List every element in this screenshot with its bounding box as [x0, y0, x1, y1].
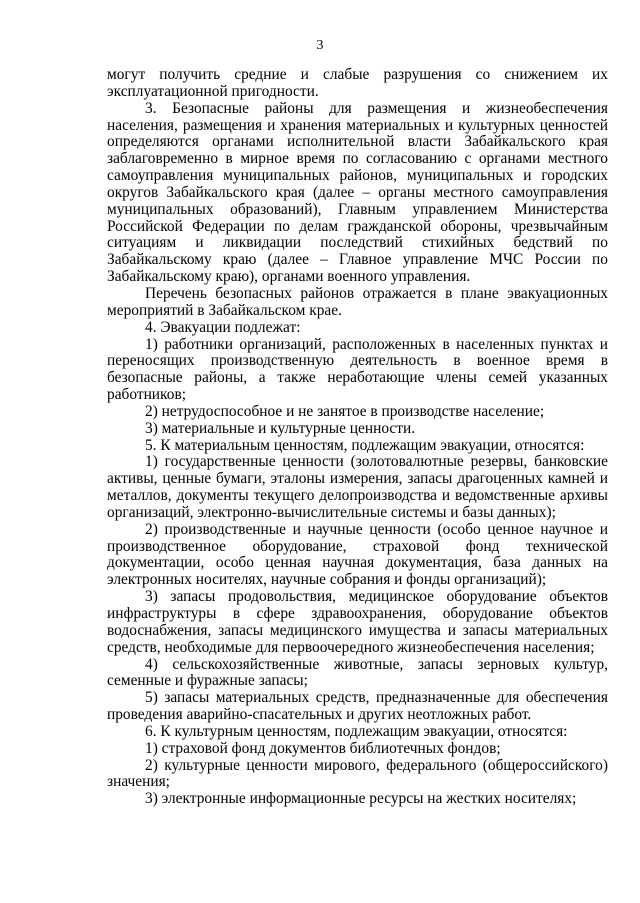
list-item-5-2: 2) производственные и научные ценности (особо ценное научное и производственное оборудование, страховой фонд технической документации, особо ценная научная документация, база данных на электронных носителях, научные собрания и фонды организаций); [107, 520, 608, 589]
list-item-6-1: 1) страховой фонд документов библиотечных фондов; [145, 739, 501, 757]
document-body [107, 67, 608, 808]
list-item-5-1: 1) государственные ценности (золотовалютные резервы, банковские активы, ценные бумаги, эталоны измерения, запасы драгоценных камней и металлов, документы текущего делопроизводства и ведомственные архивы организаций, электронно-вычислительные системы и базы данных); [107, 453, 608, 521]
list-item-6-3: 3) электронные информационные ресурсы на жестких носителях; [145, 790, 577, 808]
list-item-5-4: 4) сельскохозяйственные животные, запасы зерновых культур, семенные и фуражные запасы; [107, 655, 608, 690]
list-item-4-1: 1) работники организаций, расположенных в населенных пунктах и переносящих производственную деятельность в военное время в безопасные районы, а также неработающие члены семей указанных работников; [107, 335, 608, 404]
paragraph-item-6-heading: 6. К культурным ценностям, подлежащим эвакуации, относятся: [145, 722, 568, 740]
list-item-4-3: 3) материальные и культурные ценности. [145, 419, 416, 437]
paragraph-item-5-heading: 5. К материальным ценностям, подлежащим эвакуации, относятся: [145, 436, 585, 454]
paragraph-item-4-heading: 4. Эвакуации подлежат: [145, 318, 301, 336]
page-number: 3 [316, 38, 324, 53]
list-item-4-2: 2) нетрудоспособное и не занятое в производстве население; [145, 402, 545, 420]
paragraph-continuation: могут получить средние и слабые разрушения со снижением их эксплуатационной пригодности. [107, 66, 608, 100]
list-item-6-2: 2) культурные ценности мирового, федерального (общероссийского) значения; [107, 756, 608, 791]
paragraph-safe-areas-list: Перечень безопасных районов отражается в плане эвакуационных мероприятий в Забайкальском крае. [107, 284, 608, 319]
paragraph-item-3-safe-areas: 3. Безопасные районы для размещения и жизнеобеспечения населения, размещения и хранения материальных и культурных ценностей определяются органами исполнительной власти Забайкальского края заблаговременно в мирное время по согласованию с органами местного самоуправления муниципальных районов, муниципальных и городских округов Забайкальского края (далее – органы местного самоуправления муниципальных образований), Главным управлением Министерства Российской Федерации по делам гражданской обороны, чрезвычайным ситуациям и ликвидации последствий стихийных бедствий по Забайкальскому краю (далее – Главное управление МЧС России по Забайкальскому краю), органами военного управления. [107, 99, 608, 286]
list-item-5-3: 3) запасы продовольствия, медицинское оборудование объектов инфраструктуры в сфере здравоохранения, оборудование объектов водоснабжения, запасы медицинского имущества и запасы материальных средств, необходимые для первоочередного жизнеобеспечения населения; [107, 588, 608, 656]
list-item-5-5: 5) запасы материальных средств, предназначенные для обеспечения проведения аварийно-спасательных и других неотложных работ. [107, 689, 608, 724]
